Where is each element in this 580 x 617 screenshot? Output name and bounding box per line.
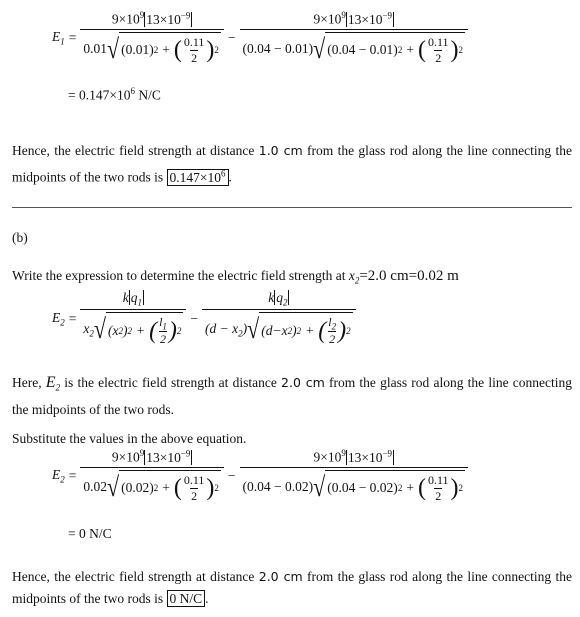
- eq3-term2: $9\times 10^9$ $13\times 10^{-9}$ (0.04 − 0.02) √ (0.04 − 0.02) 2 + ( $\frac{0.11}{2}$ ) 2: [240, 448, 468, 504]
- paragraph-substitute: Substitute the values in the above equation.: [12, 431, 247, 446]
- part-b-label: (b): [12, 230, 28, 245]
- eq2-term2: k $q_2$ $(d - x_2)$ √ ( d − x 2 ) 2 + ( $\frac{l_2}{2}$ ) 2: [202, 290, 356, 347]
- section-divider: [12, 207, 572, 208]
- boxed-answer-2: 0 N/C: [167, 590, 206, 607]
- e2-symbol: $E_2$: [45, 374, 61, 393]
- eq1-result: = $0.147\times 10^6$ N/C: [68, 86, 161, 103]
- eq1-lhs: $E_1$: [52, 28, 65, 47]
- eq1-term1: $9\times 10^9$ $13\times 10^{-9}$ 0.01 √ (0.01) 2 + ( $\frac{0.11}{2}$ ) 2: [80, 10, 224, 66]
- x2-symbol: $x_2$: [348, 268, 360, 286]
- equation-e1: $E_1$ = $9\times 10^9$ $13\times 10^{-9}$ 0.01 √ (0.01) 2 + ( $\frac{0.11}{2}$ ) 2 − $9\times 10^9$ $13\times 10^{-9}$ (0.04 − 0.01) √ (0.04 − 0.01) 2 + ( $\frac{0.11}{2}$ ) 2: [52, 10, 468, 66]
- paragraph-conclusion-1: Hence, the electric field strength at distance 1.0 cm from the glass rod along the line connecting the midpoints of the two rods is $0.147\times 10^6$ .: [12, 143, 573, 185]
- eq1-term2: $9\times 10^9$ $13\times 10^{-9}$ (0.04 − 0.01) √ (0.04 − 0.01) 2 + ( $\frac{0.11}{2}$ ) 2: [240, 10, 468, 66]
- equation-e2-symbolic: $E_2$ = k $q_1$ $x_2$ √ ( x 2 ) 2 + ( $\frac{l_1}{2}$ ) 2 − k $q_2$ $(d - x_2)$ √ ( d − x 2 ) 2 + ( $\frac{l_2}{2}$ ) 2: [52, 290, 356, 347]
- eq2-term1: k $q_1$ $x_2$ √ ( x 2 ) 2 + ( $\frac{l_1}{2}$ ) 2: [80, 290, 186, 347]
- paragraph-conclusion-2: Hence, the electric field strength at distance 2.0 cm from the glass rod along the line connecting the midpoints of the two rods is 0 N/C .: [12, 569, 573, 606]
- eq3-term1: $9\times 10^9$ $13\times 10^{-9}$ 0.02 √ (0.02) 2 + ( $\frac{0.11}{2}$ ) 2: [80, 448, 224, 504]
- paragraph-here-e2: Here, $E_2$ is the electric field strength at distance 2.0 cm from the glass rod along the line connecting the midpoints of the two rods.: [12, 374, 573, 417]
- paragraph-write-expression: Write the expression to determine the electric field strength at $x_2=2.0$ cm=0.02 m: [12, 268, 459, 286]
- equation-e2-numeric: $E_2$ = $9\times 10^9$ $13\times 10^{-9}$ 0.02 √ (0.02) 2 + ( $\frac{0.11}{2}$ ) 2 − $9\times 10^9$ $13\times 10^{-9}$ (0.04 − 0.02) √ (0.04 − 0.02) 2 + ( $\frac{0.11}{2}$ ) 2: [52, 448, 468, 504]
- boxed-answer-1: $0.147\times 10^6$: [167, 169, 229, 186]
- eq3-result: = 0 N/C: [68, 526, 112, 541]
